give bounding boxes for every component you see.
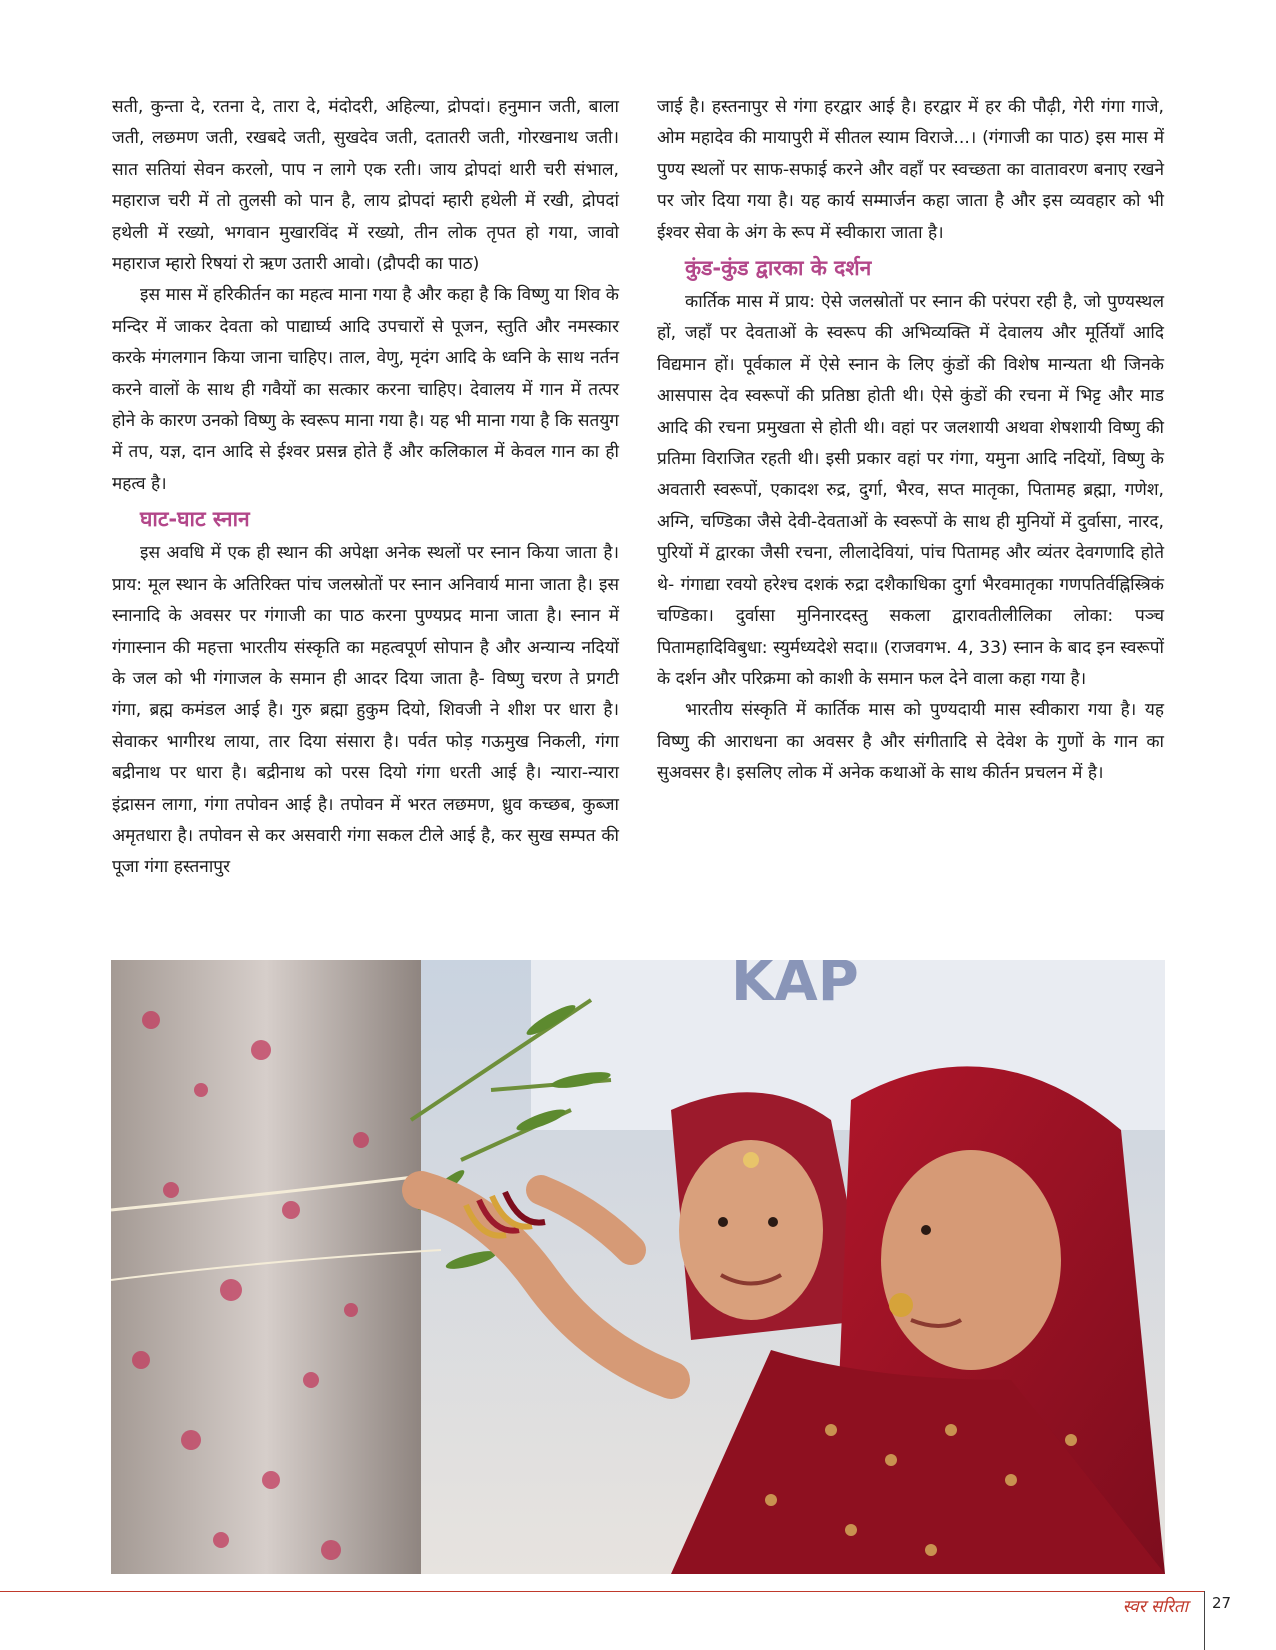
footer-divider — [1204, 1591, 1205, 1650]
svg-text:KAP: KAP — [731, 960, 859, 1014]
left-column — [112, 92, 619, 884]
right-paragraph-2: कार्तिक मास में प्राय: ऐसे जलस्रोतों पर स्नान की परंपरा रही है, जो पुण्यस्थल हों, जहाँ पर देवताओं के स्वरूप की अभिव्यक्ति में देवालय और मूर्तियाँ आदि विद्यमान हों। पूर्वकाल में ऐसे स्नान के लिए कुंडों की विशेष मान्यता थी जिनके आसपास देव स्वरूपों की प्रतिष्ठा होती थी। ऐसे कुंडों की रचना में भिट्ट और माड आदि की रचना प्रमुखता से होती थी। वहां पर जलशायी अथवा शेषशायी विष्णु की प्रतिमा विराजित रहती थी। इसी प्रकार वहां पर गंगा, यमुना आदि नदियों, विष्णु के अवतारी स्वरूपों, एकादश रुद्र, दुर्गा, भैरव, सप्त मातृका, पितामह ब्रह्मा, गणेश, अग्नि, चण्डिका जैसे देवी-देवताओं के स्वरूपों के साथ ही मुनियों में दुर्वासा, नारद, पुरियों में द्वारका जैसी रचना, लीलादेवियां, पांच पितामह और व्यंतर देवगणादि होते थे- गंगाद्या रवयो हरेश्च दशकं रुद्रा दशैकाधिका दुर्गा भैरवमातृका गणपतिर्वह्निस्त्रिकं चण्डिका। दुर्वासा मुनिनारदस्तु सकला द्वारावतीलीलिका लोका: पञ्च पितामहादिविबुधा: स्युर्मध्यदेशे सदा॥ (राजवगभ. 4, 33) स्नान के बाद इन स्वरूपों के दर्शन और परिक्रमा को काशी के समान फल देने वाला कहा गया है। — [657, 292, 1164, 689]
right-column — [657, 92, 1164, 790]
footer-rule — [0, 1591, 1204, 1592]
section-heading-kund-dwarka: कुंड-कुंड द्वारका के दर्शन — [685, 256, 872, 281]
section-heading-ghat-snan: घाट-घाट स्नान — [140, 507, 250, 532]
page-number: 27 — [1212, 1594, 1232, 1612]
left-paragraph-2: इस मास में हरिकीर्तन का महत्व माना गया है और कहा है कि विष्णु या शिव के मन्दिर में जाकर देवता को पाद्यार्घ्य आदि उपचारों से पूजन, स्तुति और नमस्कार करके मंगलगान किया जाना चाहिए। ताल, वेणु, मृदंग आदि के ध्वनि के साथ नर्तन करने वालों के साथ ही गवैयों का सत्कार करना चाहिए। देवालय में गान में तत्पर होने के कारण उनको विष्णु के स्वरूप माना गया है। यह भी माना गया है कि सतयुग में तप, यज्ञ, दान आदि से ईश्वर प्रसन्न होते हैं और कलिकाल में केवल गान का ही महत्व है। — [112, 285, 619, 494]
magazine-name: स्वर सरिता — [1122, 1597, 1188, 1617]
photo-women-at-tree — [111, 960, 1165, 1574]
left-paragraph-1: सती, कुन्ता दे, रतना दे, तारा दे, मंदोदरी, अहिल्या, द्रोपदां। हनुमान जती, बाला जती, लछमण जती, रखबदे जती, सुखदेव जती, दतातरी जती, गोरखनाथ जती। सात सतियां सेवन करलो, पाप न लागे एक रती। जाय द्रोपदां थारी चरी संभाल, महाराज चरी में तो तुलसी को पान है, लाय द्रोपदां म्हारी हथेली में रखी, द्रोपदां हथेली में रख्यो, भगवान मुखारविंद में रख्यो, तीन लोक तृपत हो गया, जावो महाराज म्हारो रिषयां रो ऋण उतारी आवो। (द्रौपदी का पाठ) — [112, 97, 619, 275]
left-paragraph-3: इस अवधि में एक ही स्थान की अपेक्षा अनेक स्थलों पर स्नान किया जाता है। प्राय: मूल स्थान के अतिरिक्त पांच जलस्रोतों पर स्नान अनिवार्य माना जाता है। इस स्नानादि के अवसर पर गंगाजी का पाठ करना पुण्यप्रद माना जाता है। स्नान में गंगास्नान की महत्ता भारतीय संस्कृति का महत्वपूर्ण सोपान है और अन्यान्य नदियों के जल को भी गंगाजल के समान ही आदर दिया जाता है- विष्णु चरण ते प्रगटी गंगा, ब्रह्म कमंडल आई है। गुरु ब्रह्मा हुकुम दियो, शिवजी ने शीश पर धारा है। सेवाकर भागीरथ लाया, तार दिया संसारा है। पर्वत फोड़ गऊमुख निकली, गंगा बद्रीनाथ पर धारा है। बद्रीनाथ को परस दियो गंगा धरती आई है। न्यारा-न्यारा इंद्रासन लागा, गंगा तपोवन आई है। तपोवन में भरत लछमण, ध्रुव कच्छब, कुब्जा अमृतधारा है। तपोवन से कर असवारी गंगा सकल टीले आई है, कर सुख सम्पत की पूजा गंगा हस्तनापुर — [112, 543, 619, 878]
right-paragraph-1: जाई है। हस्तनापुर से गंगा हरद्वार आई है। हरद्वार में हर की पौढ़ी, गेरी गंगा गाजे, ओम महादेव की मायापुरी में सीतल स्याम विराजे...। (गंगाजी का पाठ) इस मास में पुण्य स्थलों पर साफ-सफाई करने और वहाँ पर स्वच्छता का वातावरण बनाए रखने पर जोर दिया गया है। यह कार्य सम्मार्जन कहा जाता है और इस व्यवहार को भी ईश्वर सेवा के अंग के रूप में स्वीकारा जाता है। — [657, 97, 1164, 243]
photo-illustration — [111, 960, 1165, 1574]
right-paragraph-3: भारतीय संस्कृति में कार्तिक मास को पुण्यदायी मास स्वीकारा गया है। यह विष्णु की आराधना का अवसर है और संगीतादि से देवेश के गुणों के गान का सुअवसर है। इसलिए लोक में अनेक कथाओं के साथ कीर्तन प्रचलन में है। — [657, 700, 1164, 784]
